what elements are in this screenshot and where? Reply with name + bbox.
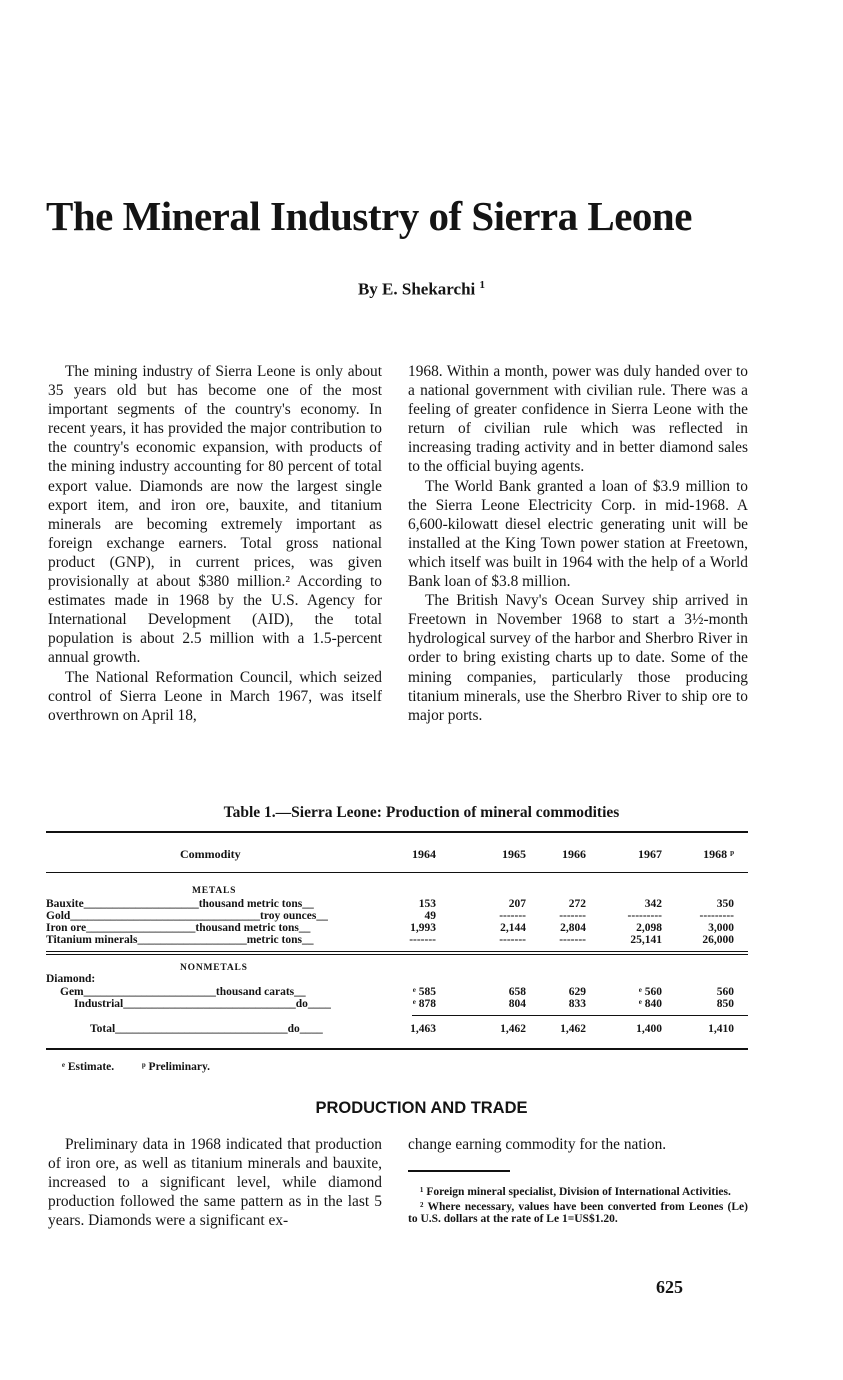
- footnote: ¹ Foreign mineral specialist, Division of International Activities.: [420, 1186, 731, 1198]
- cell: 1,993: [410, 922, 436, 934]
- paragraph: The mining industry of Sierra Leone is only about 35 years old but has become one of the most important segments of the country's economy. In recent years, it has provided the major contribution to the country's economic expansion, with products of the mining industry accounting for 80 percent of total export value. Diamonds are now the largest single export item, and iron ore, bauxite, and titanium minerals are becoming extremely important as foreign exchange earners. Total gross national product (GNP), in current prices, was given provisionally at about $380 million.² According to estimates made in 1968 by the U.S. Agency for International Development (AID), the total population is about 2.5 million with a 1.5-percent annual growth.: [48, 363, 382, 667]
- cell: 850: [716, 998, 734, 1010]
- table-note: ᵉ Estimate.: [62, 1061, 115, 1073]
- table-row: [46, 922, 748, 934]
- cell: 207: [508, 898, 526, 910]
- paragraph: The National Reformation Council, which seized control of Sierra Leone in March 1967, was itself overthrown on April 18,: [48, 668, 382, 724]
- footnote-mark: 1: [479, 279, 486, 291]
- table-row: [46, 986, 748, 998]
- paragraph: 1968. Within a month, power was duly handed over to a national government with civilian rule. There was a feeling of greater confidence in Sierra Leone with the return of civilian rule which was reflected in increasing trading activity and in better diamond sales to the official buying agents.: [408, 363, 748, 476]
- row-label: Iron ore___________________thousand metric tons__: [46, 922, 311, 934]
- cell: 629: [568, 986, 586, 998]
- cell: 833: [568, 998, 586, 1010]
- paragraph: The World Bank granted a loan of $3.9 million to the Sierra Leone Electricity Corp. in mid-1968. A 6,600-kilowatt diesel electric generating unit will be installed at the King Town power station at Freetown, which itself was built in 1964 with the help of a World Bank loan of $3.8 million.: [408, 477, 748, 591]
- cell: 49: [424, 910, 436, 922]
- cell: ---------: [699, 910, 734, 922]
- cell: 1,410: [708, 1023, 734, 1035]
- section-heading: PRODUCTION AND TRADE: [315, 1099, 528, 1117]
- table-notes: [62, 1061, 210, 1073]
- cell: 2,098: [636, 922, 662, 934]
- author: By E. Shekarchi: [357, 279, 476, 299]
- trade-column-right: [408, 1135, 748, 1154]
- cell: 1,462: [560, 1023, 586, 1035]
- table-row: [46, 973, 748, 985]
- footnote: ² Where necessary, values have been converted from Leones (Le) to U.S. dollars at the rate of Le 1=US$1.20.: [408, 1200, 748, 1225]
- section-label: NONMETALS: [180, 963, 248, 973]
- table-title: Table 1.—Sierra Leone: Production of mineral commodities: [223, 804, 620, 821]
- footnote-rule: [408, 1170, 510, 1172]
- cell: 3,000: [708, 922, 734, 934]
- cell: ᵉ 585: [412, 986, 436, 998]
- column-header: 1967: [638, 847, 662, 861]
- row-label: Industrial______________________________do____: [74, 998, 331, 1010]
- trade-column-left: [48, 1135, 382, 1230]
- table-row: [46, 898, 748, 910]
- paragraph: The British Navy's Ocean Survey ship arrived in Freetown in November 1968 to start a 3½-month hydrological survey of the harbor and Sherbro River in order to bring existing charts up to date. Some of the mining companies, particularly those producing titanium minerals, use the Sherbro River to ship ore to major ports.: [408, 592, 748, 724]
- table-total-row: [46, 1023, 748, 1035]
- table-row: [46, 910, 748, 922]
- footnotes: [408, 1186, 748, 1228]
- cell: 153: [418, 898, 436, 910]
- cell: 804: [508, 998, 526, 1010]
- cell: 1,463: [410, 1023, 436, 1035]
- section-label: METALS: [192, 886, 237, 896]
- cell: 342: [644, 898, 662, 910]
- column-header: Commodity: [180, 847, 241, 861]
- column-header: 1966: [562, 847, 586, 861]
- cell: 272: [568, 898, 586, 910]
- cell: 560: [716, 986, 734, 998]
- cell: -------: [499, 934, 526, 946]
- cell: -------: [499, 910, 526, 922]
- cell: ᵉ 840: [638, 998, 662, 1010]
- cell: 26,000: [702, 934, 734, 946]
- page-number: 625: [656, 1277, 683, 1297]
- cell: ᵉ 878: [412, 998, 436, 1010]
- cell: 1,400: [636, 1023, 662, 1035]
- cell: -------: [559, 910, 586, 922]
- cell: ---------: [627, 910, 662, 922]
- cell: 2,804: [560, 922, 586, 934]
- row-label: Titanium minerals___________________metric tons__: [46, 934, 314, 946]
- cell: 1,462: [500, 1023, 526, 1035]
- table-note: ᵖ Preliminary.: [141, 1061, 210, 1073]
- table-row: [46, 998, 748, 1010]
- row-label: Total______________________________do____: [90, 1023, 323, 1035]
- page-title: The Mineral Industry of Sierra Leone: [46, 193, 692, 239]
- table-row: [46, 934, 748, 946]
- row-label: Diamond:: [46, 973, 96, 985]
- column-header: 1965: [502, 847, 526, 861]
- cell: 25,141: [630, 934, 662, 946]
- cell: -------: [559, 934, 586, 946]
- cell: 2,144: [500, 922, 526, 934]
- paragraph: Preliminary data in 1968 indicated that production of iron ore, as well as titanium minerals and bauxite, increased to a significant level, while diamond production followed the same pattern as in the last 5 years. Diamonds were a significant ex-: [48, 1136, 382, 1230]
- cell: -------: [409, 934, 436, 946]
- row-label: Bauxite____________________thousand metric tons__: [46, 898, 314, 910]
- paragraph: change earning commodity for the nation.: [408, 1136, 667, 1153]
- row-label: Gem_______________________thousand carats__: [60, 986, 306, 998]
- cell: ᵉ 560: [638, 986, 662, 998]
- row-label: Gold_________________________________troy ounces__: [46, 910, 328, 922]
- column-header: 1964: [412, 847, 436, 861]
- cell: 350: [716, 898, 734, 910]
- cell: 658: [508, 986, 526, 998]
- column-header: 1968 ᵖ: [703, 847, 734, 861]
